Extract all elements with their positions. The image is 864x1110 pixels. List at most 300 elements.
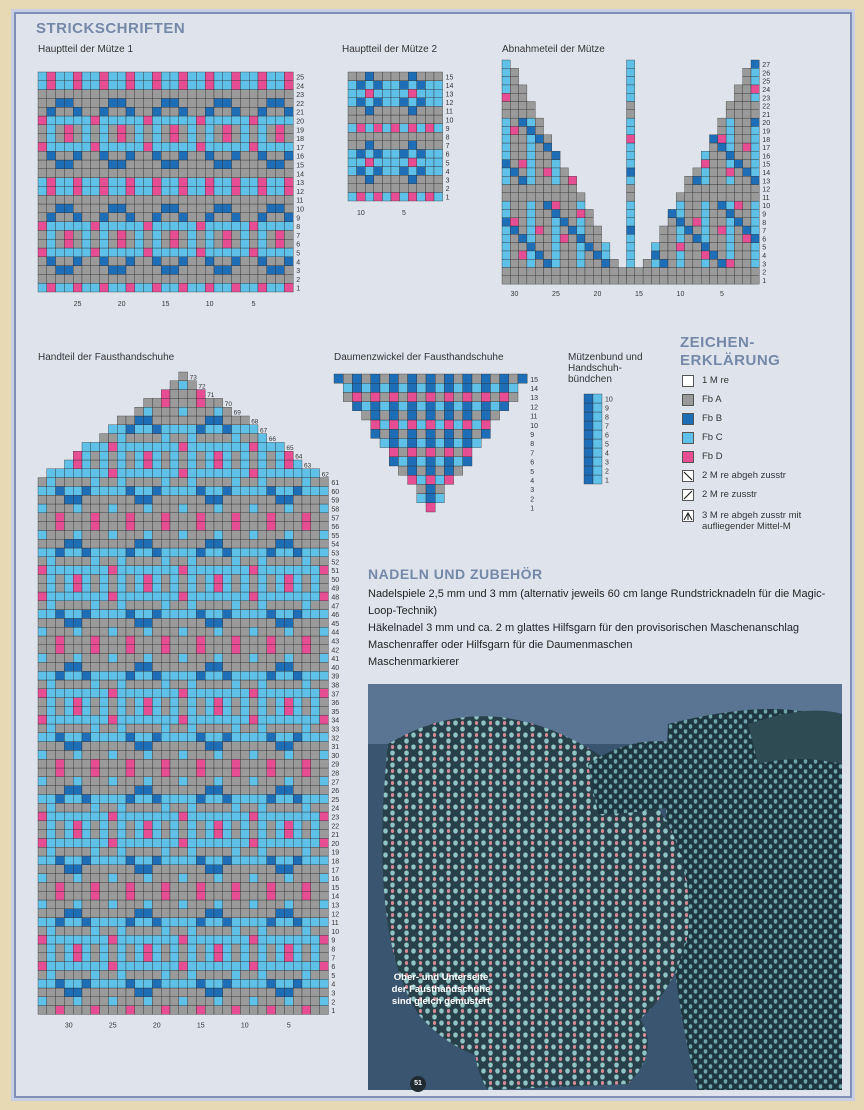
chart-cell <box>64 856 73 865</box>
chart-cell <box>188 997 197 1006</box>
chart-cell <box>751 185 759 193</box>
chart-cell <box>56 504 65 513</box>
chart-cell <box>100 627 109 636</box>
chart-cell <box>481 411 490 420</box>
chart-cell <box>108 72 117 81</box>
chart-cell <box>365 192 374 201</box>
chart-cell <box>718 226 726 234</box>
chart-cell <box>408 438 417 447</box>
chart-cell <box>232 178 241 187</box>
chart-cell <box>577 259 585 267</box>
chart-cell <box>56 891 65 900</box>
chart-cell <box>135 557 144 566</box>
chart-cell <box>64 266 73 275</box>
chart-cell <box>152 469 161 478</box>
chart-cell <box>510 243 518 251</box>
chart-cell <box>108 469 117 478</box>
chart-cell <box>718 268 726 276</box>
chart-cell <box>398 448 407 457</box>
chart-cell <box>249 504 258 513</box>
chart-cell <box>100 777 109 786</box>
chart-cell <box>56 151 65 160</box>
chart-cell <box>552 193 560 201</box>
chart-cell <box>362 411 371 420</box>
chart-cell <box>82 478 91 487</box>
chart-cell <box>214 698 223 707</box>
chart-cell <box>643 268 651 276</box>
chart-cell <box>196 909 205 918</box>
chart-cell <box>223 583 232 592</box>
row-number: 16 <box>331 876 340 884</box>
chart-cell <box>527 201 535 209</box>
chart-cell <box>91 248 100 257</box>
chart-cell <box>472 438 481 447</box>
chart-cell <box>362 383 371 392</box>
chart-cell <box>302 786 311 795</box>
chart-cell <box>47 522 56 531</box>
chart-cell <box>170 671 179 680</box>
chart-cell <box>56 592 65 601</box>
chart-cell <box>743 160 751 168</box>
chart-cell <box>502 201 510 209</box>
chart-cell <box>276 90 285 99</box>
chart-cell <box>100 230 109 239</box>
chart-cell <box>519 160 527 168</box>
chart-cell <box>320 522 329 531</box>
chart-cell <box>400 98 409 107</box>
chart-cell <box>56 530 65 539</box>
chart-cell <box>144 698 153 707</box>
chart-cell <box>426 402 435 411</box>
chart-cell <box>144 794 153 803</box>
chart-cell <box>161 239 170 248</box>
chart-cell <box>320 671 329 680</box>
chart-cell <box>152 442 161 451</box>
chart-cell <box>560 259 568 267</box>
chart-cell <box>391 72 400 81</box>
chart-cell <box>91 891 100 900</box>
chart-cell <box>240 953 249 962</box>
chart-cell <box>276 997 285 1006</box>
chart-cell <box>170 909 179 918</box>
chart-cell <box>188 909 197 918</box>
chart-cell <box>152 230 161 239</box>
chart-cell <box>425 141 434 150</box>
chart-cell <box>610 276 618 284</box>
chart-cell <box>179 926 188 935</box>
chart-cell <box>108 1006 117 1015</box>
chart-cell <box>214 962 223 971</box>
row-number: 16 <box>762 153 771 161</box>
chart-cell <box>108 486 117 495</box>
chart-cell <box>91 627 100 636</box>
chart-cell <box>47 909 56 918</box>
chart-cell <box>117 195 126 204</box>
chart-cell <box>371 383 380 392</box>
chart-cell <box>585 209 593 217</box>
chart-cell <box>426 503 435 512</box>
chart-cell <box>117 944 126 953</box>
chart-cell <box>161 882 170 891</box>
chart-cell <box>73 865 82 874</box>
chart-cell <box>117 142 126 151</box>
chart-cell <box>82 583 91 592</box>
chart-cell <box>510 193 518 201</box>
chart-cell <box>258 627 267 636</box>
chart-cell <box>205 953 214 962</box>
chart-cell <box>408 175 417 184</box>
chart-cell <box>391 89 400 98</box>
chart-cell <box>734 268 742 276</box>
chart-cell <box>108 715 117 724</box>
chart-cell <box>240 151 249 160</box>
chart-cell <box>38 918 47 927</box>
chart-cell <box>179 733 188 742</box>
chart-cell <box>223 953 232 962</box>
chart-cell <box>144 169 153 178</box>
chart-cell <box>100 909 109 918</box>
chart-cell <box>426 420 435 429</box>
chart-cell <box>258 504 267 513</box>
chart-cell <box>357 141 366 150</box>
chart-cell <box>434 175 443 184</box>
chart-cell <box>463 392 472 401</box>
chart-cell <box>293 1006 302 1015</box>
chart-cell <box>544 243 552 251</box>
chart-cell <box>144 592 153 601</box>
chart-cell <box>170 662 179 671</box>
chart-cell <box>161 495 170 504</box>
chart-cell <box>240 125 249 134</box>
chart-cell <box>593 226 601 234</box>
row-number: 15 <box>331 884 340 892</box>
chart-cell <box>126 548 135 557</box>
chart-cell <box>232 142 241 151</box>
chart-cell <box>152 478 161 487</box>
chart-cell <box>389 383 398 392</box>
chart-cell <box>249 671 258 680</box>
chart-cell <box>276 786 285 795</box>
chart-cell <box>284 645 293 654</box>
chart-cell <box>47 759 56 768</box>
chart-cell <box>267 909 276 918</box>
chart-cell <box>249 160 258 169</box>
chart-cell <box>311 891 320 900</box>
chart-cell <box>651 259 659 267</box>
chart-cell <box>527 185 535 193</box>
chart-cell <box>117 434 126 443</box>
chart-cell <box>417 466 426 475</box>
chart-cell <box>510 93 518 101</box>
chart-cell <box>276 909 285 918</box>
chart-cell <box>144 125 153 134</box>
chart-cell <box>161 953 170 962</box>
chart-cell <box>64 98 73 107</box>
chart-cell <box>734 126 742 134</box>
chart-cell <box>135 847 144 856</box>
chart-cell <box>408 402 417 411</box>
chart-cell <box>568 201 576 209</box>
chart-cell <box>560 218 568 226</box>
chart-cell <box>584 430 593 439</box>
chart-cell <box>502 93 510 101</box>
chart-cell <box>82 257 91 266</box>
chart-cell <box>91 742 100 751</box>
chart-cell <box>734 135 742 143</box>
chart-cell <box>593 259 601 267</box>
chart-cell <box>357 132 366 141</box>
chart-cell <box>188 266 197 275</box>
chart-cell <box>258 970 267 979</box>
chart-cell <box>734 151 742 159</box>
chart-cell <box>161 266 170 275</box>
chart-cell <box>205 662 214 671</box>
chart-cell <box>38 486 47 495</box>
chart-cell <box>126 557 135 566</box>
row-number: 24 <box>296 83 304 91</box>
chart-cell <box>205 794 214 803</box>
chart-cell <box>284 548 293 557</box>
chart-cell <box>161 530 170 539</box>
chart-cell <box>135 583 144 592</box>
chart-cell <box>510 201 518 209</box>
row-number: 8 <box>331 946 336 954</box>
chart-cell <box>188 645 197 654</box>
chart-cell <box>417 72 426 81</box>
chart-cell <box>258 513 267 522</box>
chart-cell <box>47 160 56 169</box>
chart-cell <box>170 98 179 107</box>
chart-cell <box>38 891 47 900</box>
row-number: 13 <box>331 902 340 910</box>
chart-cell <box>38 574 47 583</box>
chart-cell <box>701 234 709 242</box>
chart-cell <box>170 830 179 839</box>
chart-cell <box>249 698 258 707</box>
chart-cell <box>685 201 693 209</box>
chart-cell <box>56 689 65 698</box>
chart-cell <box>240 768 249 777</box>
chart-cell <box>426 383 435 392</box>
chart-cell <box>320 715 329 724</box>
chart-cell <box>196 618 205 627</box>
row-number: 47 <box>331 603 340 611</box>
chart-cell <box>91 847 100 856</box>
chart-cell <box>311 970 320 979</box>
chart-cell <box>284 610 293 619</box>
chart-cell <box>170 283 179 292</box>
chart-cell <box>320 548 329 557</box>
chart-cell <box>284 786 293 795</box>
chart-cell <box>117 618 126 627</box>
chart-cell <box>64 838 73 847</box>
chart-cell <box>135 186 144 195</box>
chart-cell <box>302 865 311 874</box>
chart-cell <box>161 689 170 698</box>
chart-cell <box>302 918 311 927</box>
chart-cell <box>196 283 205 292</box>
chart-cell <box>117 230 126 239</box>
chart-cell <box>188 601 197 610</box>
chart-cell <box>320 830 329 839</box>
chart-cell <box>91 838 100 847</box>
row-number: 42 <box>331 647 340 655</box>
chart-cell <box>284 72 293 81</box>
column-tick: 25 <box>552 291 560 299</box>
chart-cell <box>302 592 311 601</box>
chart-cell <box>214 134 223 143</box>
chart-cell <box>240 434 249 443</box>
chart-cell <box>267 495 276 504</box>
chart-cell <box>348 72 357 81</box>
chart-cell <box>710 201 718 209</box>
chart-cell <box>56 671 65 680</box>
chart-cell <box>214 416 223 425</box>
chart-cell <box>223 900 232 909</box>
chart-cell <box>302 803 311 812</box>
chart-cell <box>223 257 232 266</box>
chart-cell <box>188 794 197 803</box>
chart-cell <box>240 891 249 900</box>
chart-cell <box>188 407 197 416</box>
chart-cell <box>73 698 82 707</box>
chart-cell <box>135 98 144 107</box>
chart-cell <box>284 504 293 513</box>
cuff-chart <box>572 394 632 490</box>
chart-cell <box>82 72 91 81</box>
chart-cell <box>302 566 311 575</box>
chart-cell <box>205 478 214 487</box>
chart-cell <box>91 926 100 935</box>
chart-cell <box>240 257 249 266</box>
chart-cell <box>82 186 91 195</box>
chart-cell <box>223 592 232 601</box>
chart-cell <box>408 132 417 141</box>
chart-cell <box>64 1006 73 1015</box>
chart-cell <box>214 988 223 997</box>
chart-cell <box>668 243 676 251</box>
chart-cell <box>249 72 258 81</box>
chart-cell <box>188 274 197 283</box>
chart-cell <box>170 469 179 478</box>
chart-cell <box>510 68 518 76</box>
chart-cell <box>196 125 205 134</box>
chart-cell <box>108 856 117 865</box>
chart-cell <box>161 662 170 671</box>
chart-cell <box>214 583 223 592</box>
chart-cell <box>47 618 56 627</box>
legend-swatch-s2kp <box>682 510 694 522</box>
chart-cell <box>276 81 285 90</box>
chart-cell <box>108 186 117 195</box>
chart-cell <box>502 160 510 168</box>
chart-cell <box>205 786 214 795</box>
chart-cell <box>100 566 109 575</box>
chart-cell <box>73 583 82 592</box>
chart-cell <box>170 513 179 522</box>
chart-cell <box>232 557 241 566</box>
chart-cell <box>82 160 91 169</box>
chart-cell <box>188 434 197 443</box>
chart-cell <box>179 997 188 1006</box>
chart-cell <box>38 213 47 222</box>
column-tick: 15 <box>196 1022 205 1030</box>
chart-cell <box>205 266 214 275</box>
chart-cell <box>170 407 179 416</box>
chart-cell <box>73 125 82 134</box>
chart-cell <box>302 988 311 997</box>
chart-cell <box>82 768 91 777</box>
chart-cell <box>214 918 223 927</box>
chart-cell <box>302 601 311 610</box>
chart-cell <box>276 900 285 909</box>
chart-cell <box>144 724 153 733</box>
chart-cell <box>527 110 535 118</box>
chart-cell <box>91 460 100 469</box>
chart-cell <box>73 178 82 187</box>
chart-cell <box>240 821 249 830</box>
chart-cell <box>196 830 205 839</box>
chart-cell <box>232 266 241 275</box>
chart-cell <box>108 142 117 151</box>
chart-cell <box>240 81 249 90</box>
chart-cell <box>108 178 117 187</box>
chart-cell <box>64 72 73 81</box>
chart-cell <box>293 962 302 971</box>
chart-cell <box>126 283 135 292</box>
chart-cell <box>108 926 117 935</box>
chart-cell <box>100 645 109 654</box>
chart-cell <box>73 724 82 733</box>
chart-cell <box>267 486 276 495</box>
chart-cell <box>188 90 197 99</box>
chart-cell <box>391 115 400 124</box>
chart-cell <box>293 979 302 988</box>
chart-cell <box>152 953 161 962</box>
chart-cell <box>152 882 161 891</box>
chart-cell <box>47 724 56 733</box>
chart-cell <box>258 583 267 592</box>
chart-cell <box>249 627 258 636</box>
chart-cell <box>408 149 417 158</box>
chart-cell <box>284 486 293 495</box>
legend-swatch-dblue <box>682 413 694 425</box>
chart-cell <box>284 803 293 812</box>
chart-cell <box>126 530 135 539</box>
chart-cell <box>100 90 109 99</box>
chart-cell <box>126 601 135 610</box>
row-number: 9 <box>445 125 450 133</box>
chart-cell <box>249 750 258 759</box>
chart-cell <box>170 777 179 786</box>
chart-cell <box>276 654 285 663</box>
chart-cell <box>56 81 65 90</box>
chart-cell <box>267 469 276 478</box>
row-number: 69 <box>233 409 241 417</box>
chart-cell <box>348 81 357 90</box>
chart-cell <box>152 636 161 645</box>
chart-cell <box>108 98 117 107</box>
chart-cell <box>64 935 73 944</box>
chart-cell <box>584 394 593 403</box>
chart-cell <box>751 126 759 134</box>
chart-cell <box>276 142 285 151</box>
chart-cell <box>371 402 380 411</box>
chart-cell <box>284 513 293 522</box>
chart-cell <box>223 706 232 715</box>
chart-cell <box>232 645 241 654</box>
chart-cell <box>161 944 170 953</box>
